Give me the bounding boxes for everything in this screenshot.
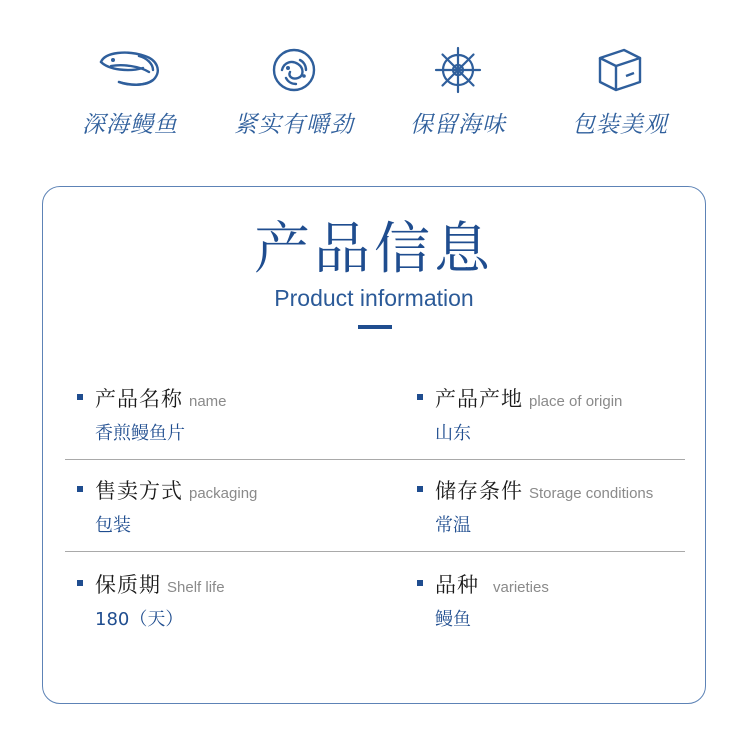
feature-label: 包装美观 xyxy=(572,112,668,138)
field-label-en: packaging xyxy=(189,485,258,502)
feature-nice-packaging xyxy=(540,40,700,139)
feature-firm-texture xyxy=(214,40,374,139)
field-label-en: name xyxy=(189,393,227,410)
field-value: 180（天） xyxy=(95,609,184,630)
bullet-icon xyxy=(417,486,423,492)
feature-label: 深海鳗鱼 xyxy=(82,112,178,138)
product-info-card xyxy=(42,186,706,704)
row-divider xyxy=(65,459,685,460)
feature-keep-sea-flavor xyxy=(378,40,538,139)
field-label: 储存条件 xyxy=(435,479,523,503)
field-value: 山东 xyxy=(435,423,471,444)
field-label-en: Shelf life xyxy=(167,579,225,596)
row-divider xyxy=(65,551,685,552)
feature-row xyxy=(0,40,750,150)
ship-wheel-icon xyxy=(378,40,538,102)
feature-label: 保留海味 xyxy=(410,112,506,138)
bullet-icon xyxy=(77,580,83,586)
field-value: 包装 xyxy=(95,515,131,536)
field-label-en: varieties xyxy=(493,579,549,596)
bullet-icon xyxy=(417,580,423,586)
fish-ring-icon xyxy=(214,40,374,102)
field-label: 品种 xyxy=(435,573,479,597)
feature-label: 紧实有嚼劲 xyxy=(234,112,354,138)
field-label: 产品产地 xyxy=(435,387,523,411)
field-label-en: place of origin xyxy=(529,393,623,410)
field-value: 香煎鳗鱼片 xyxy=(95,423,185,444)
field-label: 保质期 xyxy=(95,573,161,597)
card-title: 产品信息 xyxy=(254,217,494,282)
field-value: 鳗鱼 xyxy=(435,609,471,630)
title-underline xyxy=(358,325,392,329)
card-subtitle: Product information xyxy=(274,285,474,311)
field-label: 产品名称 xyxy=(95,387,183,411)
box-icon xyxy=(540,40,700,102)
field-value: 常温 xyxy=(435,515,471,536)
bullet-icon xyxy=(417,394,423,400)
bullet-icon xyxy=(77,394,83,400)
feature-deep-sea-eel xyxy=(50,40,210,139)
field-label: 售卖方式 xyxy=(95,479,183,503)
bullet-icon xyxy=(77,486,83,492)
eel-icon xyxy=(50,40,210,102)
field-label-en: Storage conditions xyxy=(529,485,654,502)
